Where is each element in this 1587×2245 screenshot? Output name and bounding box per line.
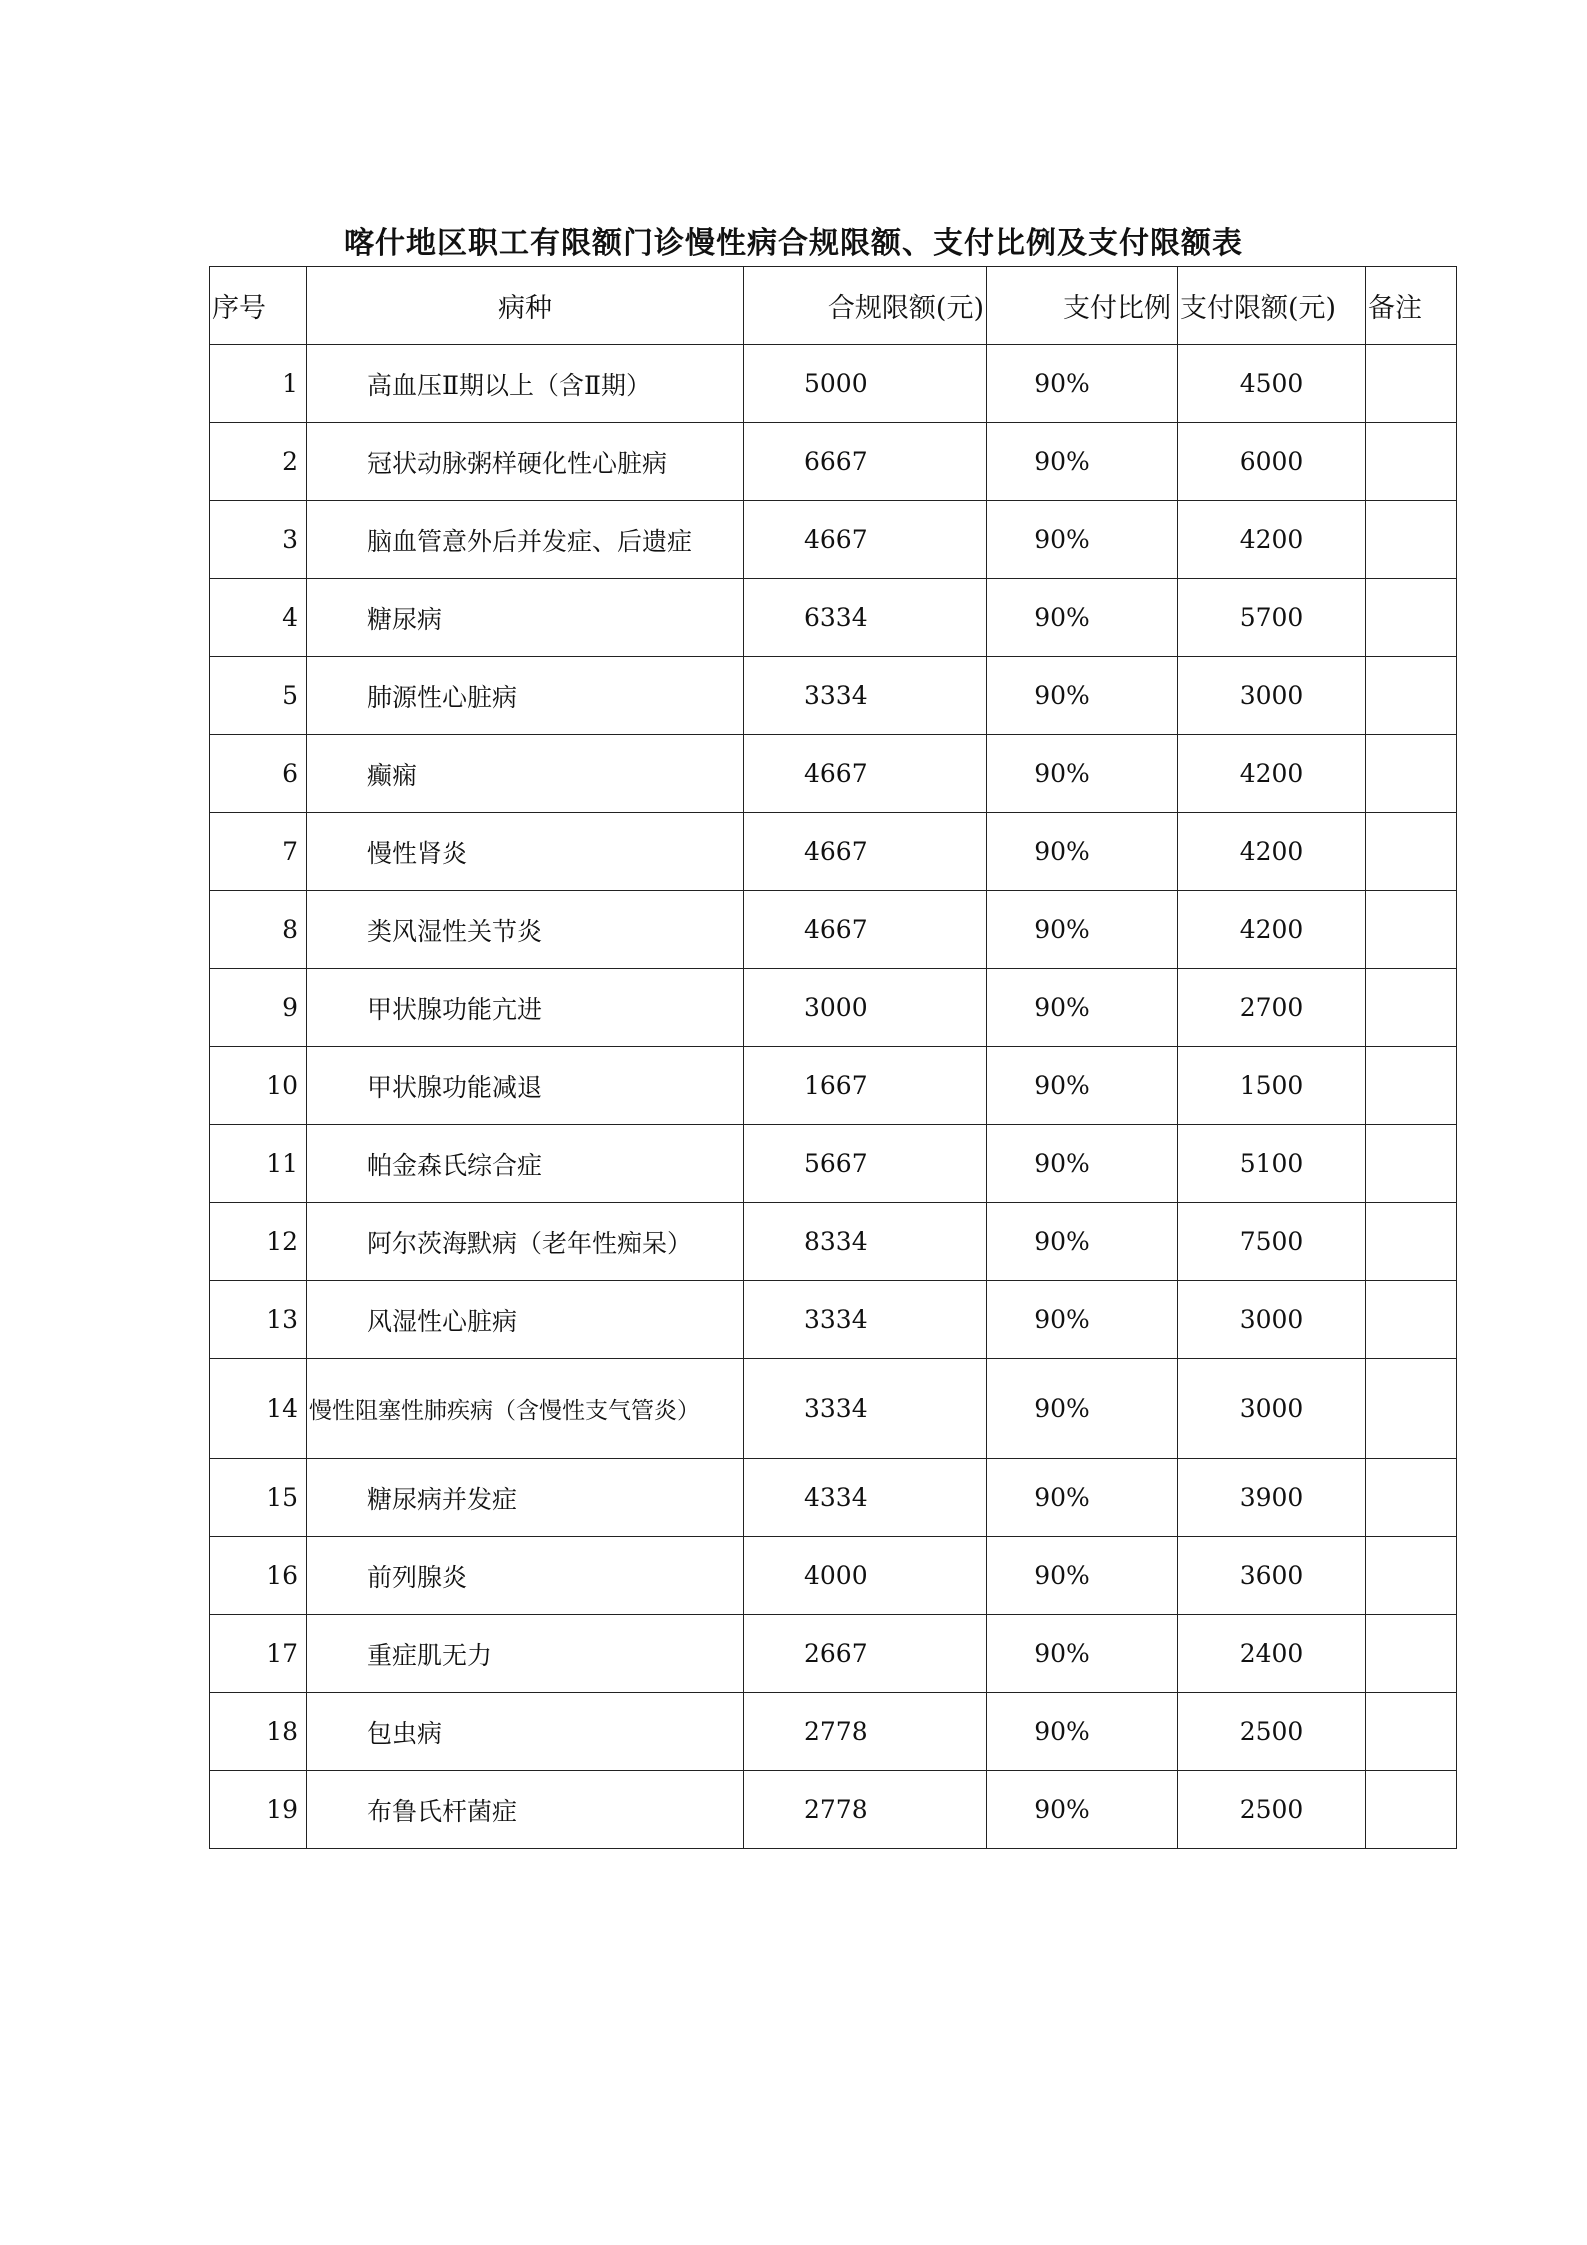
header-compliant-limit: 合规限额(元) xyxy=(744,267,987,345)
row-number: 6 xyxy=(210,735,307,813)
payment-limit-cell: 5700 xyxy=(1178,579,1366,657)
compliant-limit-cell: 3334 xyxy=(744,1281,987,1359)
row-number: 17 xyxy=(210,1615,307,1693)
row-number: 12 xyxy=(210,1203,307,1281)
payment-ratio-cell: 90% xyxy=(987,1459,1178,1537)
disease-name: 慢性阻塞性肺疾病（含慢性支气管炎） xyxy=(307,1359,744,1459)
header-no: 序号 xyxy=(210,267,307,345)
payment-limit-cell: 1500 xyxy=(1178,1047,1366,1125)
compliant-limit-cell: 1667 xyxy=(744,1047,987,1125)
payment-limit-cell: 3000 xyxy=(1178,657,1366,735)
payment-limit-cell: 2500 xyxy=(1178,1771,1366,1849)
table-row xyxy=(210,501,1457,579)
remarks-cell xyxy=(1366,1537,1457,1615)
disease-name: 脑血管意外后并发症、后遗症 xyxy=(307,501,744,579)
remarks-cell xyxy=(1366,969,1457,1047)
remarks-cell xyxy=(1366,1615,1457,1693)
row-number: 5 xyxy=(210,657,307,735)
table-row xyxy=(210,1537,1457,1615)
compliant-limit-cell: 8334 xyxy=(744,1203,987,1281)
payment-ratio-cell: 90% xyxy=(987,1771,1178,1849)
compliant-limit-cell: 4000 xyxy=(744,1537,987,1615)
disease-name: 肺源性心脏病 xyxy=(307,657,744,735)
payment-limit-cell: 3600 xyxy=(1178,1537,1366,1615)
payment-ratio-cell: 90% xyxy=(987,1125,1178,1203)
payment-limit-cell: 4200 xyxy=(1178,813,1366,891)
row-number: 11 xyxy=(210,1125,307,1203)
remarks-cell xyxy=(1366,813,1457,891)
chronic-disease-limit-table xyxy=(209,266,1457,1849)
row-number: 18 xyxy=(210,1693,307,1771)
table-row xyxy=(210,1125,1457,1203)
payment-limit-cell: 5100 xyxy=(1178,1125,1366,1203)
payment-ratio-cell: 90% xyxy=(987,423,1178,501)
disease-name: 重症肌无力 xyxy=(307,1615,744,1693)
remarks-cell xyxy=(1366,657,1457,735)
table-row xyxy=(210,1693,1457,1771)
table-row xyxy=(210,1047,1457,1125)
compliant-limit-cell: 4334 xyxy=(744,1459,987,1537)
row-number: 15 xyxy=(210,1459,307,1537)
table-row xyxy=(210,1615,1457,1693)
remarks-cell xyxy=(1366,501,1457,579)
payment-ratio-cell: 90% xyxy=(987,1203,1178,1281)
table-row xyxy=(210,1203,1457,1281)
payment-limit-cell: 4200 xyxy=(1178,891,1366,969)
header-remarks: 备注 xyxy=(1366,267,1457,345)
compliant-limit-cell: 3334 xyxy=(744,657,987,735)
compliant-limit-cell: 6334 xyxy=(744,579,987,657)
disease-name: 风湿性心脏病 xyxy=(307,1281,744,1359)
payment-ratio-cell: 90% xyxy=(987,1693,1178,1771)
row-number: 3 xyxy=(210,501,307,579)
payment-ratio-cell: 90% xyxy=(987,657,1178,735)
payment-ratio-cell: 90% xyxy=(987,735,1178,813)
payment-limit-cell: 7500 xyxy=(1178,1203,1366,1281)
table-row xyxy=(210,813,1457,891)
payment-ratio-cell: 90% xyxy=(987,969,1178,1047)
disease-name: 帕金森氏综合症 xyxy=(307,1125,744,1203)
disease-name: 类风湿性关节炎 xyxy=(307,891,744,969)
remarks-cell xyxy=(1366,891,1457,969)
payment-ratio-cell: 90% xyxy=(987,1537,1178,1615)
payment-limit-cell: 2400 xyxy=(1178,1615,1366,1693)
compliant-limit-cell: 6667 xyxy=(744,423,987,501)
row-number: 10 xyxy=(210,1047,307,1125)
remarks-cell xyxy=(1366,345,1457,423)
payment-ratio-cell: 90% xyxy=(987,1615,1178,1693)
payment-limit-cell: 3900 xyxy=(1178,1459,1366,1537)
disease-name: 糖尿病 xyxy=(307,579,744,657)
payment-limit-cell: 6000 xyxy=(1178,423,1366,501)
table-row xyxy=(210,1281,1457,1359)
remarks-cell xyxy=(1366,1359,1457,1459)
disease-name: 前列腺炎 xyxy=(307,1537,744,1615)
payment-limit-cell: 2500 xyxy=(1178,1693,1366,1771)
payment-ratio-cell: 90% xyxy=(987,501,1178,579)
disease-name: 甲状腺功能亢进 xyxy=(307,969,744,1047)
compliant-limit-cell: 4667 xyxy=(744,891,987,969)
table-row xyxy=(210,1459,1457,1537)
compliant-limit-cell: 5667 xyxy=(744,1125,987,1203)
disease-name: 慢性肾炎 xyxy=(307,813,744,891)
remarks-cell xyxy=(1366,1203,1457,1281)
compliant-limit-cell: 4667 xyxy=(744,813,987,891)
table-row xyxy=(210,579,1457,657)
header-payment-ratio: 支付比例 xyxy=(987,267,1178,345)
payment-limit-cell: 3000 xyxy=(1178,1359,1366,1459)
disease-name: 癫痫 xyxy=(307,735,744,813)
row-number: 1 xyxy=(210,345,307,423)
row-number: 16 xyxy=(210,1537,307,1615)
remarks-cell xyxy=(1366,1281,1457,1359)
remarks-cell xyxy=(1366,735,1457,813)
payment-ratio-cell: 90% xyxy=(987,1281,1178,1359)
header-disease: 病种 xyxy=(307,267,744,345)
remarks-cell xyxy=(1366,1047,1457,1125)
payment-limit-cell: 3000 xyxy=(1178,1281,1366,1359)
row-number: 7 xyxy=(210,813,307,891)
compliant-limit-cell: 5000 xyxy=(744,345,987,423)
table-row xyxy=(210,1359,1457,1459)
disease-name: 布鲁氏杆菌症 xyxy=(307,1771,744,1849)
remarks-cell xyxy=(1366,1693,1457,1771)
remarks-cell xyxy=(1366,579,1457,657)
compliant-limit-cell: 3334 xyxy=(744,1359,987,1459)
document-title: 喀什地区职工有限额门诊慢性病合规限额、支付比例及支付限额表 xyxy=(344,226,1243,261)
payment-ratio-cell: 90% xyxy=(987,579,1178,657)
payment-limit-cell: 4500 xyxy=(1178,345,1366,423)
payment-ratio-cell: 90% xyxy=(987,891,1178,969)
table-row xyxy=(210,969,1457,1047)
compliant-limit-cell: 4667 xyxy=(744,501,987,579)
compliant-limit-cell: 3000 xyxy=(744,969,987,1047)
payment-limit-cell: 2700 xyxy=(1178,969,1366,1047)
disease-name: 甲状腺功能减退 xyxy=(307,1047,744,1125)
disease-name: 高血压Ⅱ期以上（含Ⅱ期） xyxy=(307,345,744,423)
row-number: 19 xyxy=(210,1771,307,1849)
disease-name: 阿尔茨海默病（老年性痴呆） xyxy=(307,1203,744,1281)
compliant-limit-cell: 4667 xyxy=(744,735,987,813)
table-row xyxy=(210,735,1457,813)
row-number: 13 xyxy=(210,1281,307,1359)
table-row xyxy=(210,345,1457,423)
payment-limit-cell: 4200 xyxy=(1178,735,1366,813)
remarks-cell xyxy=(1366,423,1457,501)
payment-ratio-cell: 90% xyxy=(987,1359,1178,1459)
row-number: 2 xyxy=(210,423,307,501)
payment-ratio-cell: 90% xyxy=(987,1047,1178,1125)
payment-ratio-cell: 90% xyxy=(987,813,1178,891)
row-number: 9 xyxy=(210,969,307,1047)
row-number: 14 xyxy=(210,1359,307,1459)
header-payment-limit: 支付限额(元) xyxy=(1178,267,1366,345)
row-number: 8 xyxy=(210,891,307,969)
table-header-row xyxy=(210,267,1457,345)
compliant-limit-cell: 2778 xyxy=(744,1693,987,1771)
table-row xyxy=(210,423,1457,501)
payment-ratio-cell: 90% xyxy=(987,345,1178,423)
remarks-cell xyxy=(1366,1771,1457,1849)
disease-name: 糖尿病并发症 xyxy=(307,1459,744,1537)
compliant-limit-cell: 2778 xyxy=(744,1771,987,1849)
payment-limit-cell: 4200 xyxy=(1178,501,1366,579)
row-number: 4 xyxy=(210,579,307,657)
disease-name: 包虫病 xyxy=(307,1693,744,1771)
table-row xyxy=(210,657,1457,735)
table-row xyxy=(210,891,1457,969)
table-row xyxy=(210,1771,1457,1849)
compliant-limit-cell: 2667 xyxy=(744,1615,987,1693)
remarks-cell xyxy=(1366,1459,1457,1537)
remarks-cell xyxy=(1366,1125,1457,1203)
disease-name: 冠状动脉粥样硬化性心脏病 xyxy=(307,423,744,501)
